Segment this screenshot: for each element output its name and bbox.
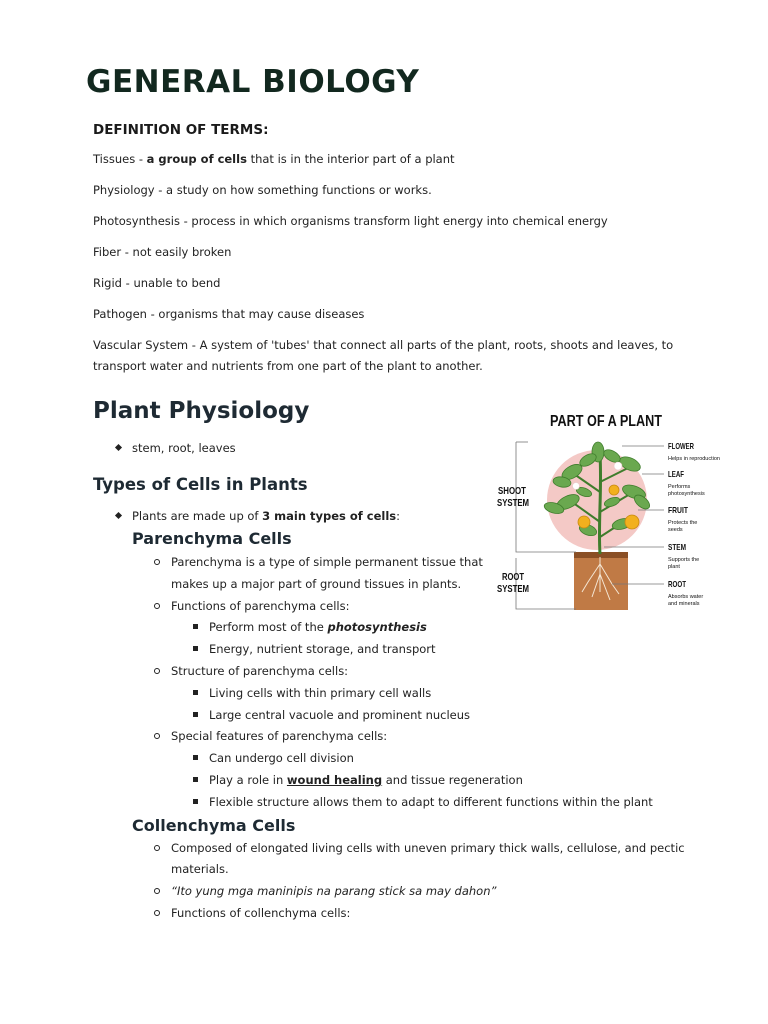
- shoot-label-2: SYSTEM: [497, 498, 529, 509]
- parenchyma-func-1: [193, 620, 427, 634]
- parenchyma-spec-2: [193, 773, 523, 787]
- collenchyma-quote: [154, 884, 496, 898]
- item-text: Energy, nutrient storage, and transport: [209, 642, 436, 656]
- bullet-icon: [115, 512, 122, 519]
- label-root-sub-2: and minerals: [668, 601, 700, 607]
- def-rigid: Rigid - unable to bend: [93, 276, 221, 290]
- circle-bullet-icon: [154, 888, 160, 894]
- circle-bullet-icon: [154, 845, 160, 851]
- square-bullet-icon: [193, 712, 198, 717]
- soil-block: [574, 554, 628, 610]
- label-root-sub-1: Absorbs water: [668, 594, 704, 600]
- item-text: Functions of collenchyma cells:: [171, 906, 351, 920]
- label-root: ROOT: [668, 579, 687, 589]
- plant-physiology-heading: Plant Physiology: [93, 398, 310, 424]
- root-label-2: SYSTEM: [497, 584, 529, 595]
- label-flower: FLOWER: [668, 441, 694, 451]
- physiology-bullet: [116, 441, 236, 455]
- label-fruit-sub-2: seeds: [668, 527, 683, 533]
- circle-bullet-icon: [154, 559, 160, 565]
- square-bullet-icon: [193, 777, 198, 782]
- def-rest: that is in the interior part of a plant: [246, 152, 455, 166]
- label-stem: STEM: [668, 542, 686, 552]
- item-text: Play a role in: [209, 773, 287, 787]
- circle-bullet-icon: [154, 733, 160, 739]
- item-text: and tissue regeneration: [382, 773, 523, 787]
- def-vascular-1: Vascular System - A system of 'tubes' that connect all parts of the plant, roots, shoots and leaves, to: [93, 338, 674, 352]
- def-vascular-2: transport water and nutrients from one part of the plant to another.: [93, 359, 483, 373]
- parenchyma-heading: Parenchyma Cells: [132, 529, 292, 548]
- def-pathogen: Pathogen - organisms that may cause diseases: [93, 307, 365, 321]
- item-text: Parenchyma is a type of simple permanent tissue that: [171, 555, 483, 569]
- item-emphasis: photosynthesis: [327, 620, 427, 634]
- item-text: “Ito yung mga maninipis na parang stick sa may dahon”: [171, 884, 497, 898]
- types-heading: Types of Cells in Plants: [93, 475, 308, 494]
- item-emphasis: wound healing: [286, 773, 383, 787]
- def-bold: a group of cells: [146, 152, 247, 166]
- figure-title: PART OF A PLANT: [550, 413, 663, 430]
- parenchyma-functions: [154, 599, 349, 613]
- types-intro: [116, 509, 400, 523]
- definitions-heading: DEFINITION OF TERMS:: [93, 122, 269, 138]
- root-label-1: ROOT: [502, 572, 524, 583]
- label-leaf-sub-2: photosynthesis: [668, 491, 705, 497]
- collenchyma-functions: [154, 906, 350, 920]
- item-text: Functions of parenchyma cells:: [171, 599, 350, 613]
- item-text: Structure of parenchyma cells:: [171, 664, 349, 678]
- label-fruit: FRUIT: [668, 505, 689, 515]
- shoot-label-1: SHOOT: [498, 486, 526, 497]
- intro-bold: 3 main types of cells: [262, 509, 397, 523]
- page-title: GENERAL BIOLOGY: [86, 64, 420, 100]
- parenchyma-struct-2: [193, 708, 470, 722]
- def-tissues: [93, 152, 455, 166]
- def-photosynthesis: Photosynthesis - process in which organisms transform light energy into chemical energy: [93, 214, 608, 228]
- collenchyma-desc-2: materials.: [171, 862, 229, 876]
- plant-parts-figure: [492, 402, 724, 614]
- label-leaf: LEAF: [668, 469, 684, 479]
- circle-bullet-icon: [154, 910, 160, 916]
- parenchyma-special: [154, 729, 387, 743]
- square-bullet-icon: [193, 624, 198, 629]
- item-text: Large central vacuole and prominent nucleus: [209, 708, 471, 722]
- bullet-icon: [115, 444, 122, 451]
- label-fruit-sub-1: Protects the: [668, 520, 698, 526]
- item-text: Flexible structure allows them to adapt to different functions within the plant: [209, 795, 653, 809]
- parenchyma-desc-1: [154, 555, 483, 569]
- item-text: Can undergo cell division: [209, 751, 354, 765]
- item-text: Special features of parenchyma cells:: [171, 729, 388, 743]
- parenchyma-spec-1: [193, 751, 354, 765]
- parenchyma-func-2: [193, 642, 436, 656]
- def-fiber: Fiber - not easily broken: [93, 245, 232, 259]
- label-stem-sub-1: Supports the: [668, 557, 700, 563]
- item-text: Composed of elongated living cells with uneven primary thick walls, cellulose, and pectic: [171, 841, 685, 855]
- square-bullet-icon: [193, 690, 198, 695]
- circle-bullet-icon: [154, 603, 160, 609]
- square-bullet-icon: [193, 646, 198, 651]
- parenchyma-struct-1: [193, 686, 431, 700]
- item-text: Perform most of the: [209, 620, 328, 634]
- square-bullet-icon: [193, 799, 198, 804]
- parenchyma-desc-2: makes up a major part of ground tissues in plants.: [171, 577, 462, 591]
- collenchyma-heading: Collenchyma Cells: [132, 816, 296, 835]
- label-flower-sub: Helps in reproduction: [668, 456, 720, 462]
- intro-pre: Plants are made up of: [132, 509, 263, 523]
- stem-shape: [599, 454, 600, 554]
- square-bullet-icon: [193, 755, 198, 760]
- item-text: Living cells with thin primary cell walls: [209, 686, 432, 700]
- circle-bullet-icon: [154, 668, 160, 674]
- collenchyma-desc-1: [154, 841, 685, 855]
- def-physiology: Physiology - a study on how something functions or works.: [93, 183, 432, 197]
- def-term: Tissues -: [93, 152, 147, 166]
- parenchyma-spec-3: [193, 795, 653, 809]
- label-leaf-sub-1: Performs: [668, 484, 691, 490]
- parenchyma-structure: [154, 664, 348, 678]
- bullet-text: stem, root, leaves: [132, 441, 236, 455]
- label-stem-sub-2: plant: [668, 564, 680, 570]
- intro-post: :: [396, 509, 401, 523]
